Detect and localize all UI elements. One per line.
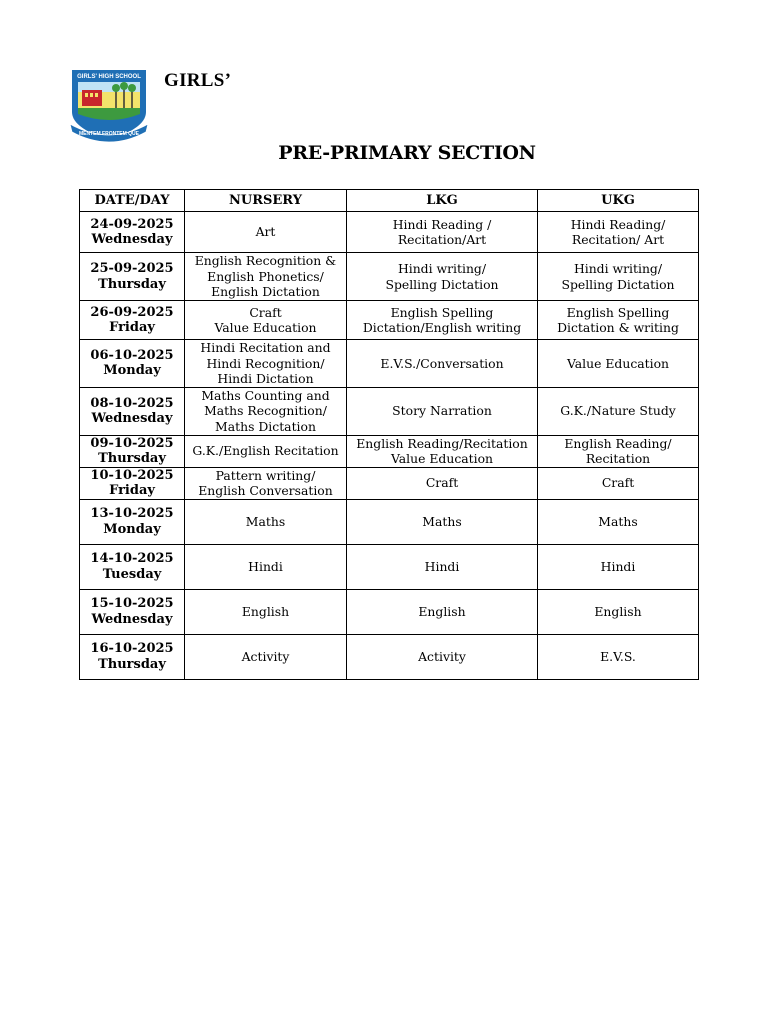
table-row — [80, 340, 699, 388]
cell-nursery: Craft Value Education — [185, 301, 347, 340]
date-text: 13-10-2025 — [90, 506, 174, 521]
header-lkg: LKG — [347, 190, 538, 212]
day-text: Thursday — [98, 451, 166, 466]
date-text: 09-10-2025 — [90, 435, 174, 451]
school-name: GIRLS’ — [164, 70, 232, 91]
cell-date-day — [80, 212, 185, 253]
cell-ukg: English Reading/ Recitation — [538, 435, 699, 467]
table-row — [80, 212, 699, 253]
cell-ukg: Hindi Reading/ Recitation/ Art — [538, 212, 699, 253]
table-row — [80, 301, 699, 340]
cell-date-day — [80, 340, 185, 388]
date-text: 24-09-2025 — [90, 216, 174, 232]
header-ukg: UKG — [538, 190, 699, 212]
cell-date-day — [80, 467, 185, 499]
date-text: 16-10-2025 — [90, 641, 174, 656]
cell-lkg: Maths — [347, 499, 538, 544]
cell-lkg: Craft — [347, 467, 538, 499]
section-title: PRE-PRIMARY SECTION — [278, 142, 536, 164]
cell-date-day — [80, 634, 185, 679]
cell-nursery: English Recognition & English Phonetics/ English Dictation — [185, 253, 347, 301]
cell-lkg: Hindi Reading / Recitation/Art — [347, 212, 538, 253]
cell-nursery: English — [185, 589, 347, 634]
cell-nursery: Pattern writing/ English Conversation — [185, 467, 347, 499]
day-text: Thursday — [98, 276, 166, 292]
cell-date-day — [80, 589, 185, 634]
table-row — [80, 253, 699, 301]
day-text: Friday — [109, 483, 155, 498]
date-text: 14-10-2025 — [90, 551, 174, 566]
table-row — [80, 634, 699, 679]
header-date-day: DATE/DAY — [80, 190, 185, 212]
date-text: 25-09-2025 — [90, 261, 174, 276]
cell-date-day — [80, 253, 185, 301]
cell-date-day — [80, 499, 185, 544]
cell-ukg: Maths — [538, 499, 699, 544]
cell-lkg: English — [347, 589, 538, 634]
date-text: 10-10-2025 — [90, 467, 174, 483]
cell-nursery: Hindi Recitation and Hindi Recognition/ Hindi Dictation — [185, 340, 347, 388]
cell-ukg: English Spelling Dictation & writing — [538, 301, 699, 340]
table-row — [80, 544, 699, 589]
cell-date-day — [80, 435, 185, 467]
cell-lkg: E.V.S./Conversation — [347, 340, 538, 388]
table-row — [80, 435, 699, 467]
cell-ukg: E.V.S. — [538, 634, 699, 679]
school-logo — [66, 68, 152, 144]
date-text: 06-10-2025 — [90, 347, 174, 363]
day-text: Monday — [103, 521, 161, 537]
cell-date-day — [80, 301, 185, 340]
table-row — [80, 387, 699, 435]
date-text: 26-09-2025 — [90, 304, 174, 320]
cell-nursery: Activity — [185, 634, 347, 679]
date-text: 15-10-2025 — [90, 596, 174, 611]
table-row — [80, 589, 699, 634]
exam-schedule-table — [79, 189, 699, 680]
date-text: 08-10-2025 — [90, 395, 174, 411]
table-header-row — [80, 190, 699, 212]
cell-lkg: Hindi writing/ Spelling Dictation — [347, 253, 538, 301]
cell-date-day — [80, 544, 185, 589]
cell-ukg: Hindi writing/ Spelling Dictation — [538, 253, 699, 301]
day-text: Monday — [103, 363, 161, 379]
cell-date-day — [80, 387, 185, 435]
cell-lkg: English Reading/Recitation Value Education — [347, 435, 538, 467]
cell-ukg: G.K./Nature Study — [538, 387, 699, 435]
cell-lkg: Activity — [347, 634, 538, 679]
cell-lkg: Hindi — [347, 544, 538, 589]
day-text: Friday — [109, 320, 155, 335]
table-body — [80, 212, 699, 680]
cell-ukg: Craft — [538, 467, 699, 499]
table-row — [80, 467, 699, 499]
cell-nursery: Maths — [185, 499, 347, 544]
day-text: Wednesday — [91, 411, 173, 426]
table-row — [80, 499, 699, 544]
day-text: Wednesday — [91, 611, 173, 627]
cell-ukg: Value Education — [538, 340, 699, 388]
cell-lkg: Story Narration — [347, 387, 538, 435]
header-nursery: NURSERY — [185, 190, 347, 212]
cell-ukg: English — [538, 589, 699, 634]
cell-nursery: Art — [185, 212, 347, 253]
cell-ukg: Hindi — [538, 544, 699, 589]
cell-nursery: Maths Counting and Maths Recognition/ Maths Dictation — [185, 387, 347, 435]
logo-motto: MENTEM FRONTEM QUE — [79, 131, 139, 137]
day-text: Tuesday — [102, 566, 162, 582]
logo-top-text: GIRLS' HIGH SCHOOL — [77, 74, 141, 80]
cell-nursery: Hindi — [185, 544, 347, 589]
cell-nursery: G.K./English Recitation — [185, 435, 347, 467]
day-text: Thursday — [98, 656, 166, 672]
day-text: Wednesday — [91, 232, 173, 247]
cell-lkg: English Spelling Dictation/English writing — [347, 301, 538, 340]
